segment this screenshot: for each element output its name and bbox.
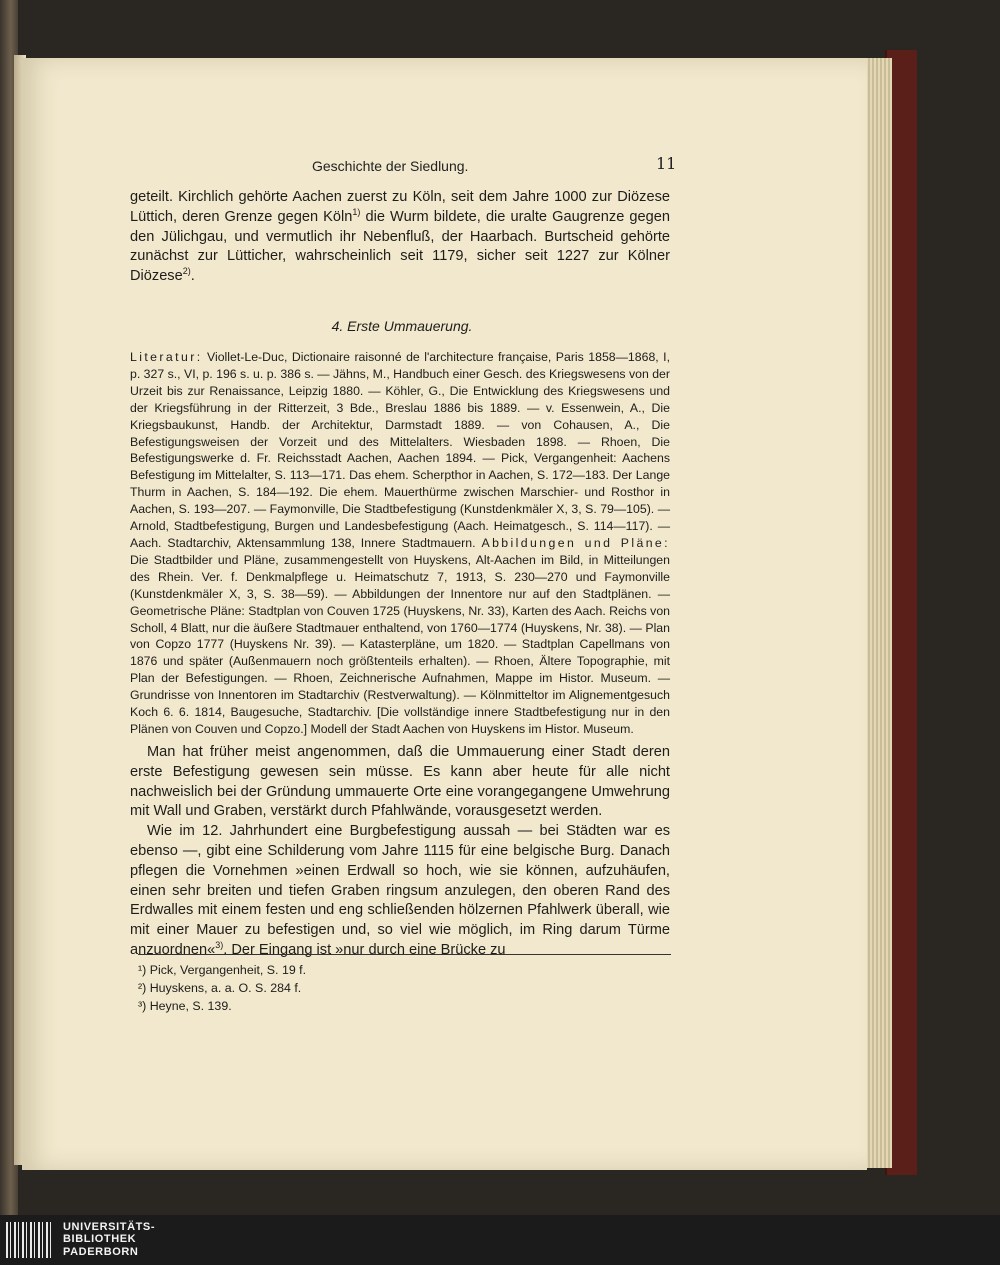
- footnote-1: ¹) Pick, Vergangenheit, S. 19 f.: [138, 963, 307, 977]
- literature-text-1: Viollet-Le-Duc, Dictionaire raisonné de l'architecture française, Paris 1858—1868, I, p. 327 s., VI, p. 196 s. u. p. 386 s. — Jähns, M., Handbuch einer Gesch. des Kriegswesens von der Urzeit bis zur Renaissance, Leipzig 1880. — Köhler, G., Die Entwicklung des Kriegswesens und der Kriegsführung in der Ritterzeit, 3 Bde., Breslau 1886 bis 1889. — v. Essenwein, A., Die Kriegsbaukunst, Handb. der Architektur, Darmstadt 1889. — von Cohausen, A., Die Befestigungsweisen der Vorzeit und des Mittelalters. Wiesbaden 1898. — Rhoen, Die Befestigungswerke d. Fr. Reichsstadt Aachen, Aachen 1894. — Pick, Vergangenheit: Aachens Befestigung im Mittelalter, S. 113—171. Das ehem. Scherpthor in Aachen, S. 172—183. Der Lange Thurm in Aachen, S. 184—192. Die ehem. Mauerthürme zwischen Marschier- und Rosthor in Aachen, S. 193—207. — Faymonville, Die Stadtbefestigung (Kunstdenkmäler X, 3, S. 79—105). — Arnold, Stadtbefestigung, Burgen und Landesbefestigung (Aach. Heimatgesch., S. 114—117). — Aach. Stadtarchiv, Aktensammlung 138, Innere Stadtmauern.: [130, 350, 670, 550]
- intro-text-3: .: [190, 268, 195, 285]
- intro-paragraph: [130, 188, 670, 287]
- literature-block: [130, 349, 670, 738]
- footnote-divider: [138, 954, 671, 955]
- literature-label: Literatur:: [130, 350, 203, 364]
- illustrations-label: Abbildungen und Pläne:: [481, 535, 670, 550]
- footnote-ref-3[interactable]: 3): [215, 940, 224, 951]
- library-name-line-1: UNIVERSITÄTS-: [63, 1221, 156, 1233]
- library-footer-bar: [0, 1215, 1000, 1265]
- library-name-line-3: PADERBORN: [63, 1245, 139, 1258]
- literature-text-2: Die Stadtbilder und Pläne, zusammengestellt von Huyskens, Alt-Aachen im Bild, in Mitteilungen des Rhein. Ver. f. Denkmalpflege u. Heimatschutz 7, 1913, S. 230—270 und Faymonville (Kunstdenkmäler X, 3, S. 38—59). — Abbildungen der Innentore nur auf den Stadtplänen. — Geometrische Pläne: Stadtplan von Couven 1725 (Huyskens, Nr. 33), Karten des Aach. Reichs von Scholl, 4 Blatt, nur die äußere Stadtmauer enthaltend, von 1760—1774 (Huyskens, Nr. 38). — Plan von Copzo 1777 (Huyskens Nr. 39). — Katasterpläne, um 1820. — Stadtplan Capellmans von 1876 und später (Außenmauern noch größtenteils erhalten). — Rhoen, Ältere Topographie, mit Plan der Befestigungen. — Rhoen, Zeichnerische Aufnahmen, Mappe im Histor. Museum. — Grundrisse von Innentoren im Stadtarchiv (Restverwaltung). — Kölnmitteltor im Alignementgesuch Koch 6. 6. 1814, Baugesuche, Stadtarchiv. [Die vollständige innere Stadtbefestigung nur in den Plänen von Couven und Copzo.] Modell der Stadt Aachen von Huyskens im Histor. Museum.: [130, 552, 670, 736]
- library-name-line-2: BIBLIOTHEK: [63, 1233, 137, 1246]
- footnote-ref-1[interactable]: 1): [352, 206, 361, 217]
- footnote-2: ²) Huyskens, a. a. O. S. 284 f.: [138, 981, 302, 995]
- paragraph-2: [130, 822, 670, 961]
- footnote-ref-2[interactable]: 2): [182, 266, 191, 277]
- intro-text-2: die Wurm bildete, die uralte Gaugrenze gegen den Jülichgau, und vermutlich ihr Nebenfluß, der Haarbach. Burtscheid gehörte zunächst zur Lütticher, wahrscheinlich seit 1179, sicher seit 1227 zur Kölner Diözese: [130, 208, 670, 285]
- book-page: [22, 58, 867, 1170]
- intro-text-1: geteilt. Kirchlich gehörte Aachen zuerst zu Köln, seit dem Jahre 1000 zur Diözese Lüttich, deren Grenze gegen Köln: [130, 189, 670, 225]
- paragraph-2-text-a: Wie im 12. Jahrhundert eine Burgbefestigung aussah — bei Städten war es ebenso —, gibt eine Schilderung vom Jahre 1115 für eine belgische Burg. Danach pflegen die Vornehmen »einen Erdwall so hoch, wie sie können, aufzuhäufen, einen sehr breiten und tiefen Graben ringsum anzulegen, den oberen Rand des Erdwalles mit einem festen und eng schließenden hölzernen Pfahlwerk überall, wie mit einer Mauer zu befestigen und, so viel wie möglich, im Ring darum Türme anzuordnen«: [130, 823, 670, 958]
- footnotes: [138, 961, 658, 1015]
- section-title: 4. Erste Ummauerung.: [331, 318, 473, 334]
- library-logo-icon: [6, 1222, 54, 1258]
- running-title: Geschichte der Siedlung.: [312, 158, 469, 174]
- main-text: [130, 743, 670, 961]
- footnote-3: ³) Heyne, S. 139.: [138, 999, 232, 1013]
- library-name[interactable]: [63, 1221, 155, 1258]
- paragraph-1: Man hat früher meist angenommen, daß die Ummauerung einer Stadt deren erste Befestigung gewesen sein müsse. Es kann aber heute für alle nicht nachweislich bei der Gründung ummauerte Orte eine vorangegangene Umwehrung mit Wall und Graben, verstärkt durch Pfahlwände, vorausgesetzt werden.: [130, 744, 670, 820]
- page-number: 11: [656, 154, 677, 173]
- paragraph-2-text-b: . Der Eingang ist »nur durch eine Brücke zu: [223, 941, 506, 958]
